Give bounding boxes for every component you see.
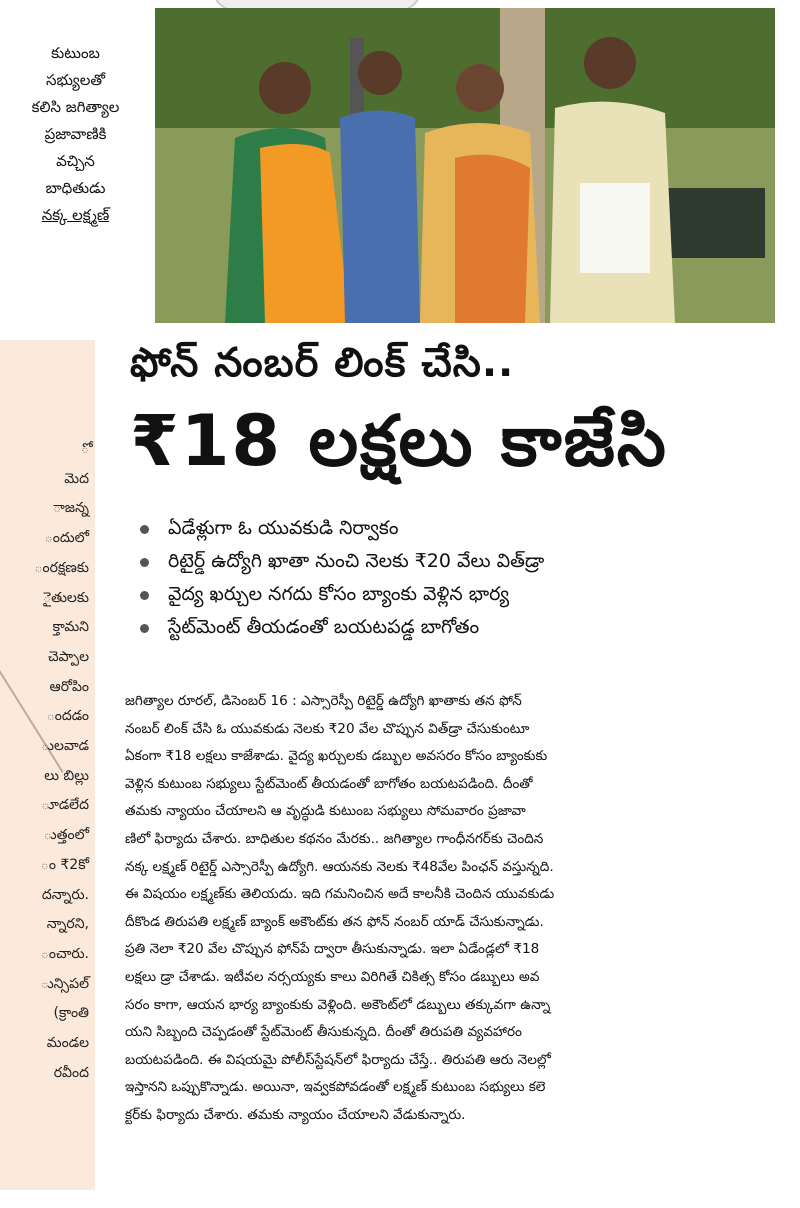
article-line: నక్క లక్ష్మణ్ రిటైర్డ్ ఎస్సారెస్పీ ఉద్యోగి. ఆయనకు నెలకు ₹48వేల పింఛన్ వస్తున్నది.: [125, 858, 554, 875]
strip-line: ుత్తంలో: [43, 827, 89, 844]
caption-line: కలిసి జగిత్యాల: [31, 98, 120, 116]
article-line: ప్రతి నెలా ₹20 వేల చొప్పున ఫోన్‌పే ద్వారా తీసుకున్నాడు. ఇలా ఏడేండ్లలో ₹18: [125, 941, 540, 958]
headline-kicker: ఫోన్ నంబర్ లింక్ చేసి..: [130, 340, 515, 386]
adjacent-article-strip: [0, 340, 95, 1190]
caption-line: ప్రజావాణికి: [44, 125, 107, 143]
strip-line: ఆరోపిం: [49, 678, 89, 695]
caption-victim-name: నక్క లక్ష్మణ్: [41, 206, 110, 224]
strip-line: రవీంద: [53, 1064, 89, 1081]
article-line: బయటపడింది. ఈ విషయమై పోలీస్‌స్టేషన్‌లో ఫిర్యాదు చేస్తే.. తిరుపతి ఆరు నెలల్లో: [125, 1051, 551, 1068]
article-line: ఈ విషయం లక్ష్మణ్‌కు తెలియదు. ఇది గమనించిన అదే కాలనీకి చెందిన యువకుడు: [125, 886, 555, 903]
photo-caption: [8, 40, 143, 229]
strip-line: (క్రాంతి: [53, 1005, 89, 1022]
strip-line: క్తామని: [52, 619, 89, 636]
article-line: ఇస్తానని ఒప్పుకొన్నాడు. అయినా, ఇవ్వకపోవడంతో లక్ష్మణ్ కుటుంబ సభ్యులు కలె: [125, 1079, 546, 1096]
caption-line: వచ్చిన: [56, 152, 95, 170]
strip-line: లు బిల్లు: [44, 767, 89, 784]
strip-line: ున్సిపల్: [40, 975, 89, 992]
strip-line: ూడలేద: [41, 797, 89, 814]
article-line: జగిత్యాల రూరల్, డిసెంబర్ 16 : ఎస్సారెస్పీ రిటైర్డ్ ఉద్యోగి ఖాతాకు తన ఫోన్: [125, 693, 522, 709]
caption-line: కుటుంబ: [51, 44, 100, 62]
strip-line: మండల: [46, 1035, 89, 1052]
bullet-item: ఏడేళ్లుగా ఓ యువకుడి నిర్వాకం: [130, 512, 780, 545]
strip-line: చెప్పాల: [48, 648, 89, 665]
article-line: వెళ్లిన కుటుంబ సభ్యులు స్టేట్‌మెంట్ తీయడంతో బాగోతం బయటపడింది. దీంతో: [125, 775, 533, 792]
caption-line: సభ్యులతో: [46, 71, 105, 89]
article-line: దీకొండ తిరుపతి లక్ష్మణ్ బ్యాంక్ అకౌంట్‌కు తన ఫోన్ నంబర్ యాడ్ చేసుకున్నాడు.: [125, 913, 544, 930]
article-line: యని సిబ్బంది చెప్పడంతో స్టేట్‌మెంట్ తీసుకున్నది. దీంతో తిరుపతి వ్యవహారం: [125, 1024, 522, 1041]
strip-line: ులవాడ: [41, 738, 89, 755]
bullet-item: స్టేట్‌మెంట్ తీయడంతో బయటపడ్డ బాగోతం: [130, 611, 780, 644]
strip-line: ో: [80, 441, 89, 457]
strip-line: ంరక్షణకు: [34, 559, 89, 576]
strip-line: ైతులకు: [43, 589, 89, 606]
bullet-item: వైద్య ఖర్చుల నగదు కోసం బ్యాంకు వెళ్లిన భార్య: [130, 578, 780, 611]
article-line: ణిలో ఫిర్యాదు చేశారు. బాధితుల కథనం మేరకు.. జగిత్యాల గాంధీనగర్‌కు చెందిన: [125, 830, 544, 847]
strip-line: ందడం: [46, 708, 89, 725]
bullet-item: రిటైర్డ్ ఉద్యోగి ఖాతా నుంచి నెలకు ₹20 వేలు విత్‌డ్రా: [130, 545, 780, 578]
photo-illustration: [155, 8, 775, 323]
strip-line: ాజన్న: [53, 500, 89, 517]
article-body: [125, 688, 780, 1130]
article-line: తమకు న్యాయం చేయాలని ఆ వృద్ధుడి కుటుంబ సభ్యులు సోమవారం ప్రజావా: [125, 803, 526, 820]
strip-line: ంచారు.: [40, 945, 89, 962]
strip-line: దన్నారు.: [41, 886, 89, 903]
highlight-bullets: [130, 512, 780, 644]
article-line: క్టర్‌కు ఫిర్యాదు చేశారు. తమకు న్యాయం చేయాలని వేడుకున్నారు.: [125, 1106, 466, 1123]
article-line: లక్షలు డ్రా చేశాడు. ఇటీవల నర్సయ్యకు కాలు విరిగితే చికిత్స కోసం డబ్బులు అవ: [125, 968, 540, 985]
strip-line: మెద: [64, 470, 89, 487]
adjacent-article-text: [34, 435, 89, 1088]
article-line: నంబర్ లింక్ చేసి ఓ యువకుడు నెలకు ₹20 వేల చొప్పున విత్‌డ్రా చేసుకుంటూ: [125, 720, 530, 737]
caption-line: బాధితుడు: [45, 179, 106, 197]
strip-line: ందులో: [44, 530, 89, 547]
article-line: సరం కాగా, ఆయన భార్య బ్యాంకుకు వెళ్లింది. అకౌంట్‌లో డబ్బులు తక్కువగా ఉన్నా: [125, 996, 551, 1013]
strip-line: ం ₹2కో: [40, 856, 89, 873]
strip-line: న్నారని,: [46, 916, 89, 933]
headline-main: ₹18 లక్షలు కాజేసి: [130, 400, 668, 482]
news-photo: [155, 8, 775, 323]
article-line: ఏకంగా ₹18 లక్షలు కాజేశాడు. వైద్య ఖర్చులకు డబ్బుల అవసరం కోసం బ్యాంకుకు: [125, 748, 548, 765]
